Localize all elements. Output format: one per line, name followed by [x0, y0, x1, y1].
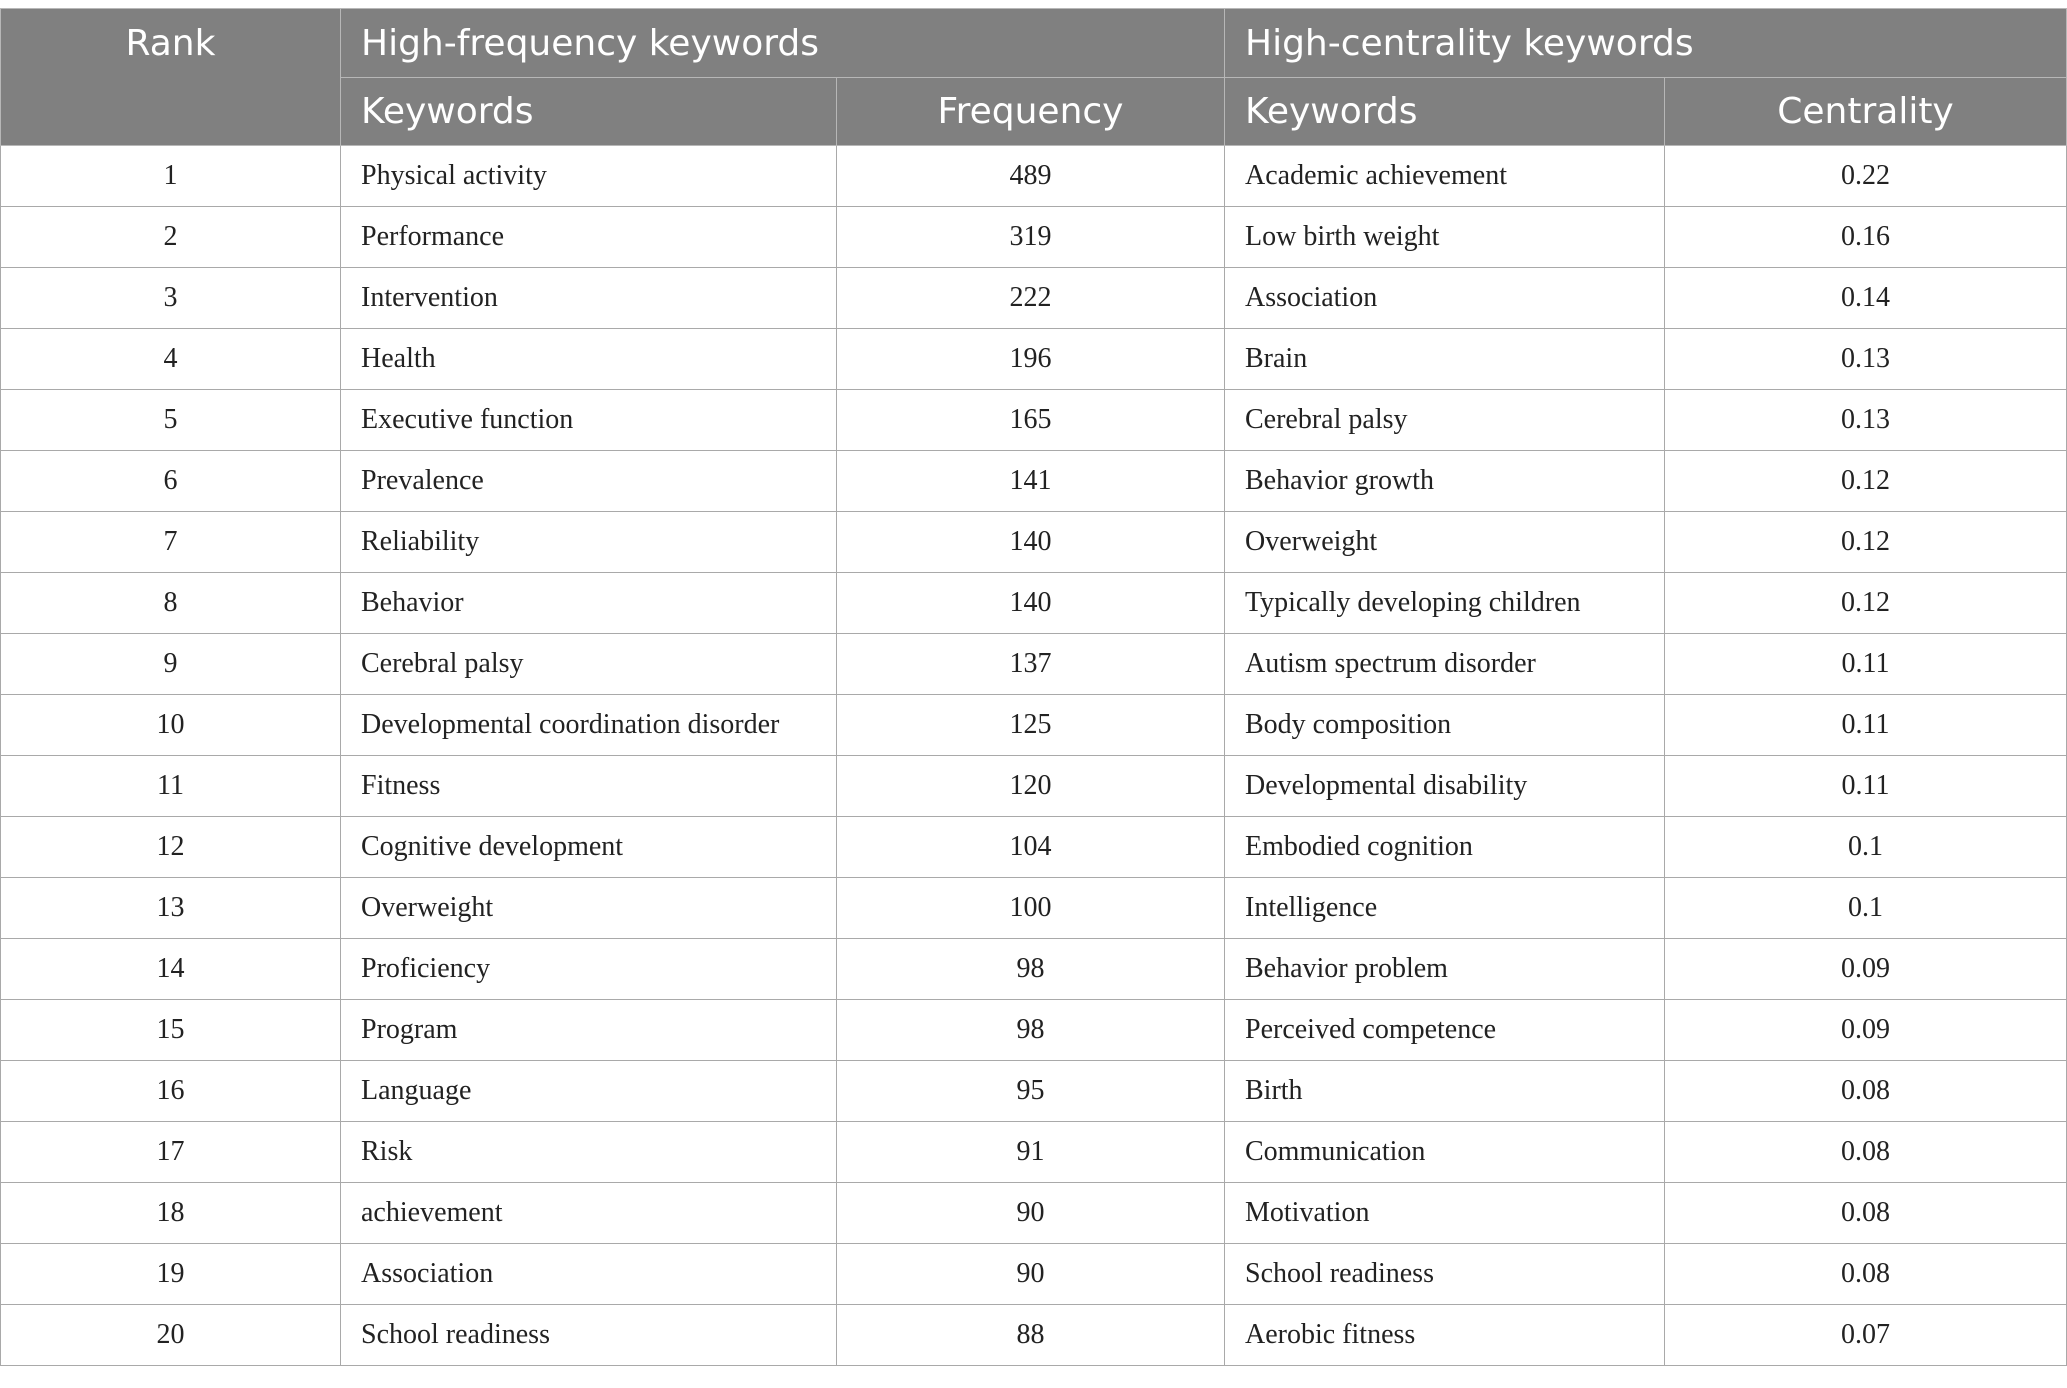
- centrality-cell: 0.08: [1665, 1183, 2067, 1244]
- frequency-cell: 90: [837, 1244, 1225, 1305]
- rank-cell: 20: [1, 1305, 341, 1366]
- hc-keyword-cell: Aerobic fitness: [1225, 1305, 1665, 1366]
- table-row: [1, 634, 2067, 695]
- hc-keyword-cell: Birth: [1225, 1061, 1665, 1122]
- hf-keyword-cell: Fitness: [341, 756, 837, 817]
- hf-keyword-cell: Overweight: [341, 878, 837, 939]
- table-row: [1, 512, 2067, 573]
- frequency-cell: 91: [837, 1122, 1225, 1183]
- hc-keyword-cell: Communication: [1225, 1122, 1665, 1183]
- hf-keyword-cell: Language: [341, 1061, 837, 1122]
- rank-column-header: Rank: [1, 9, 341, 146]
- centrality-cell: 0.09: [1665, 1000, 2067, 1061]
- table-row: [1, 939, 2067, 1000]
- centrality-cell: 0.08: [1665, 1061, 2067, 1122]
- hf-keyword-cell: School readiness: [341, 1305, 837, 1366]
- hf-keyword-cell: Developmental coordination disorder: [341, 695, 837, 756]
- table-row: [1, 1000, 2067, 1061]
- rank-cell: 4: [1, 329, 341, 390]
- rank-cell: 8: [1, 573, 341, 634]
- high-centrality-group-header: High-centrality keywords: [1225, 9, 2067, 78]
- rank-cell: 18: [1, 1183, 341, 1244]
- rank-cell: 16: [1, 1061, 341, 1122]
- rank-cell: 14: [1, 939, 341, 1000]
- centrality-cell: 0.08: [1665, 1244, 2067, 1305]
- hc-keyword-cell: Overweight: [1225, 512, 1665, 573]
- hf-keyword-cell: Prevalence: [341, 451, 837, 512]
- frequency-cell: 88: [837, 1305, 1225, 1366]
- rank-cell: 7: [1, 512, 341, 573]
- rank-cell: 5: [1, 390, 341, 451]
- keywords-table: [0, 8, 2067, 1366]
- centrality-cell: 0.13: [1665, 329, 2067, 390]
- centrality-cell: 0.13: [1665, 390, 2067, 451]
- frequency-cell: 165: [837, 390, 1225, 451]
- centrality-cell: 0.07: [1665, 1305, 2067, 1366]
- hf-keyword-cell: Health: [341, 329, 837, 390]
- hc-keyword-cell: Body composition: [1225, 695, 1665, 756]
- hc-keyword-cell: Behavior problem: [1225, 939, 1665, 1000]
- frequency-cell: 489: [837, 146, 1225, 207]
- rank-cell: 1: [1, 146, 341, 207]
- table-row: [1, 451, 2067, 512]
- table-row: [1, 817, 2067, 878]
- table-row: [1, 1122, 2067, 1183]
- rank-cell: 13: [1, 878, 341, 939]
- hc-keyword-cell: Typically developing children: [1225, 573, 1665, 634]
- hc-keyword-cell: Developmental disability: [1225, 756, 1665, 817]
- hf-keywords-column-header: Keywords: [341, 78, 837, 146]
- frequency-cell: 98: [837, 939, 1225, 1000]
- centrality-cell: 0.12: [1665, 512, 2067, 573]
- hf-keyword-cell: Risk: [341, 1122, 837, 1183]
- keywords-table-container: [0, 8, 2066, 1366]
- rank-cell: 6: [1, 451, 341, 512]
- centrality-cell: 0.14: [1665, 268, 2067, 329]
- hf-keyword-cell: Performance: [341, 207, 837, 268]
- centrality-cell: 0.12: [1665, 573, 2067, 634]
- frequency-cell: 196: [837, 329, 1225, 390]
- hc-keyword-cell: Academic achievement: [1225, 146, 1665, 207]
- table-row: [1, 1244, 2067, 1305]
- centrality-cell: 0.1: [1665, 817, 2067, 878]
- table-row: [1, 573, 2067, 634]
- table-row: [1, 695, 2067, 756]
- header-row-groups: [1, 9, 2067, 78]
- hc-keyword-cell: Cerebral palsy: [1225, 390, 1665, 451]
- rank-cell: 9: [1, 634, 341, 695]
- hc-keyword-cell: Embodied cognition: [1225, 817, 1665, 878]
- centrality-column-header: Centrality: [1665, 78, 2067, 146]
- hf-keyword-cell: Proficiency: [341, 939, 837, 1000]
- hc-keyword-cell: Association: [1225, 268, 1665, 329]
- frequency-cell: 95: [837, 1061, 1225, 1122]
- rank-cell: 10: [1, 695, 341, 756]
- frequency-cell: 125: [837, 695, 1225, 756]
- hf-keyword-cell: Intervention: [341, 268, 837, 329]
- frequency-cell: 120: [837, 756, 1225, 817]
- hf-keyword-cell: Reliability: [341, 512, 837, 573]
- hf-keyword-cell: Cerebral palsy: [341, 634, 837, 695]
- frequency-cell: 140: [837, 512, 1225, 573]
- hc-keywords-column-header: Keywords: [1225, 78, 1665, 146]
- table-body: [1, 146, 2067, 1366]
- hf-keyword-cell: Physical activity: [341, 146, 837, 207]
- hc-keyword-cell: Low birth weight: [1225, 207, 1665, 268]
- hc-keyword-cell: Autism spectrum disorder: [1225, 634, 1665, 695]
- frequency-cell: 140: [837, 573, 1225, 634]
- rank-cell: 15: [1, 1000, 341, 1061]
- centrality-cell: 0.11: [1665, 695, 2067, 756]
- rank-cell: 11: [1, 756, 341, 817]
- table-row: [1, 1305, 2067, 1366]
- hf-keyword-cell: Cognitive development: [341, 817, 837, 878]
- centrality-cell: 0.1: [1665, 878, 2067, 939]
- rank-cell: 2: [1, 207, 341, 268]
- table-row: [1, 390, 2067, 451]
- frequency-column-header: Frequency: [837, 78, 1225, 146]
- table-row: [1, 756, 2067, 817]
- hc-keyword-cell: Motivation: [1225, 1183, 1665, 1244]
- frequency-cell: 319: [837, 207, 1225, 268]
- hc-keyword-cell: Intelligence: [1225, 878, 1665, 939]
- centrality-cell: 0.11: [1665, 634, 2067, 695]
- high-frequency-group-header: High-frequency keywords: [341, 9, 1225, 78]
- frequency-cell: 222: [837, 268, 1225, 329]
- frequency-cell: 104: [837, 817, 1225, 878]
- centrality-cell: 0.22: [1665, 146, 2067, 207]
- table-row: [1, 146, 2067, 207]
- frequency-cell: 141: [837, 451, 1225, 512]
- rank-cell: 3: [1, 268, 341, 329]
- hf-keyword-cell: Program: [341, 1000, 837, 1061]
- frequency-cell: 137: [837, 634, 1225, 695]
- table-row: [1, 1061, 2067, 1122]
- rank-cell: 19: [1, 1244, 341, 1305]
- frequency-cell: 100: [837, 878, 1225, 939]
- hc-keyword-cell: Behavior growth: [1225, 451, 1665, 512]
- centrality-cell: 0.08: [1665, 1122, 2067, 1183]
- centrality-cell: 0.12: [1665, 451, 2067, 512]
- table-row: [1, 878, 2067, 939]
- centrality-cell: 0.09: [1665, 939, 2067, 1000]
- table-row: [1, 268, 2067, 329]
- hf-keyword-cell: Association: [341, 1244, 837, 1305]
- hc-keyword-cell: Brain: [1225, 329, 1665, 390]
- hf-keyword-cell: achievement: [341, 1183, 837, 1244]
- table-row: [1, 207, 2067, 268]
- rank-cell: 17: [1, 1122, 341, 1183]
- table-row: [1, 1183, 2067, 1244]
- frequency-cell: 90: [837, 1183, 1225, 1244]
- table-header: [1, 9, 2067, 146]
- centrality-cell: 0.11: [1665, 756, 2067, 817]
- table-row: [1, 329, 2067, 390]
- rank-cell: 12: [1, 817, 341, 878]
- hf-keyword-cell: Executive function: [341, 390, 837, 451]
- hc-keyword-cell: Perceived competence: [1225, 1000, 1665, 1061]
- hf-keyword-cell: Behavior: [341, 573, 837, 634]
- hc-keyword-cell: School readiness: [1225, 1244, 1665, 1305]
- frequency-cell: 98: [837, 1000, 1225, 1061]
- centrality-cell: 0.16: [1665, 207, 2067, 268]
